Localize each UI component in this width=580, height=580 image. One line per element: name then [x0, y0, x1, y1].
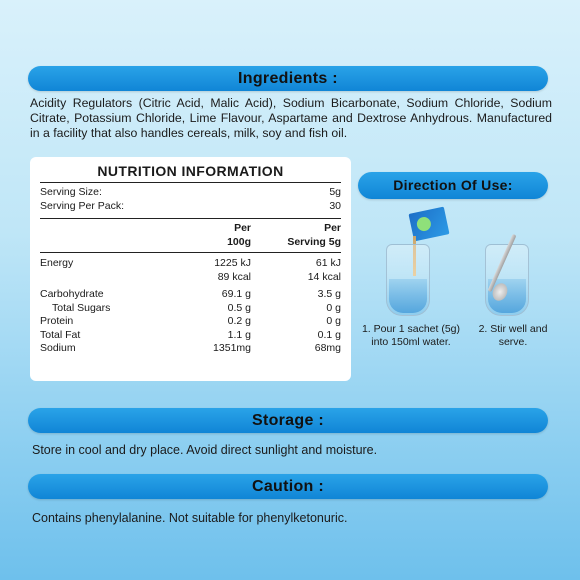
serving-per-pack-value: 30 [329, 199, 341, 212]
nutrition-row: Carbohydrate 69.1 g 3.5 g [40, 288, 341, 300]
serving-size-label: Serving Size: [40, 186, 102, 198]
nutrition-row: Sodium 1351mg 68mg [40, 342, 341, 354]
nutrition-column-headers [40, 218, 341, 253]
serving-size-value: 5g [329, 186, 341, 198]
nutrition-row: Energy 1225 kJ 61 kJ [40, 257, 341, 269]
nutrition-title: NUTRITION INFORMATION [40, 163, 341, 183]
caution-text: Contains phenylalanine. Not suitable for phenylketonuric. [32, 511, 348, 525]
direction-step-1: 1. Pour 1 sachet (5g) into 150ml water. [361, 323, 461, 348]
ingredients-heading: Ingredients : [28, 66, 548, 91]
nutrition-row: 89 kcal 14 kcal [217, 270, 341, 283]
serving-per-pack-label: Serving Per Pack: [40, 199, 125, 212]
storage-text: Store in cool and dry place. Avoid direct sunlight and moisture. [32, 443, 378, 457]
nutrition-panel [30, 157, 351, 381]
col-per100-line1: Per [234, 222, 251, 234]
nutrition-row: Total Fat 1.1 g 0.1 g [40, 328, 341, 341]
direction-heading: Direction Of Use: [358, 172, 548, 199]
nutrition-row: Protein 0.2 g 0 g [40, 315, 341, 327]
glass-image [386, 244, 430, 316]
col-per100-line2: 100g [227, 235, 251, 248]
nutrition-row: Total Sugars 0.5 g 0 g [52, 301, 341, 314]
direction-step-2: 2. Stir well and serve. [478, 323, 548, 348]
col-serving-line2: Serving 5g [287, 235, 341, 248]
caution-heading: Caution : [28, 474, 548, 499]
storage-heading: Storage : [28, 408, 548, 433]
ingredients-text: Acidity Regulators (Citric Acid, Malic Acid), Sodium Bicarbonate, Sodium Chloride, Sodium Citrate, Potassium Chloride, Lime Flavour, Aspartame and Dextrose Anhydrous. Manufactured in a facility that also handles cereals, milk, soy and fish oil. [30, 96, 552, 140]
col-serving-line1: Per [324, 222, 341, 234]
serving-per-pack-row [40, 200, 341, 214]
serving-size-row [40, 186, 341, 200]
